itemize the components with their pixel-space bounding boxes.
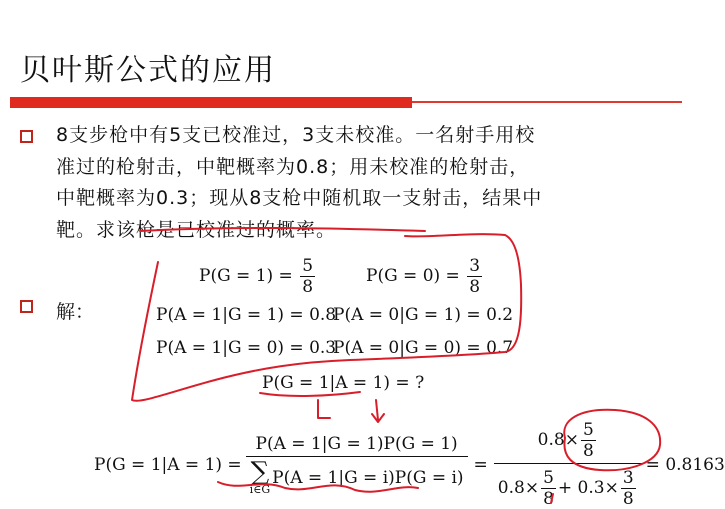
- fraction: [467, 256, 482, 297]
- fraction-denominator: 8: [582, 441, 594, 461]
- sum-index: i∈G: [249, 482, 271, 496]
- formula-prior-g0: [366, 256, 484, 297]
- fraction: [300, 256, 315, 297]
- problem-line: 靶。求该枪是已校准过的概率。: [56, 218, 337, 241]
- formula-likelihood-a1-g1: P(A = 1|G = 1) = 0.8: [156, 305, 337, 325]
- bayes-fraction: [246, 434, 468, 496]
- problem-line: 准过的枪射击，中靶概率为0.8；用未校准的枪射击，: [56, 155, 530, 178]
- coefficient: + 0.3×: [557, 478, 619, 498]
- problem-line: 8支步枪中有5支已校准过，3支未校准。一名射手用校: [56, 124, 536, 146]
- denominator-term: P(A = 1|G = i)P(G = i): [272, 468, 464, 488]
- fraction-denominator: 8: [469, 277, 481, 297]
- formula-likelihood-a1-g0: P(A = 1|G = 0) = 0.3: [156, 338, 337, 358]
- fraction: [581, 420, 596, 461]
- formula-text: P(G = 0) =: [366, 266, 460, 286]
- slide-title: 贝叶斯公式的应用: [20, 53, 276, 88]
- solution-label: 解：: [56, 301, 95, 323]
- numeric-denominator: [494, 463, 642, 509]
- result-value: = 0.8163: [645, 454, 725, 475]
- bayes-denominator: [246, 456, 468, 496]
- fraction-denominator: 8: [622, 489, 634, 509]
- fraction-numerator: 3: [469, 256, 481, 276]
- title-underline-bar: [10, 97, 412, 108]
- sum-symbol: [249, 456, 271, 496]
- equals-sign: =: [473, 454, 488, 475]
- formula-bayes: [94, 420, 725, 509]
- annotation-arrow-g: [372, 400, 384, 422]
- formula-prior-g1: [199, 256, 317, 297]
- formula-text: P(G = 1) =: [199, 266, 293, 286]
- numeric-numerator: [534, 420, 602, 463]
- formula-likelihood-a0-g0: P(A = 0|G = 0) = 0.7: [333, 338, 514, 358]
- annotation-arrow-a: [318, 400, 330, 418]
- fraction-denominator: 8: [302, 277, 314, 297]
- numeric-fraction: [494, 420, 642, 509]
- solution-bullet-icon: [20, 300, 33, 313]
- sigma: ∑: [250, 456, 270, 487]
- bayes-numerator: P(A = 1|G = 1)P(G = 1): [255, 433, 458, 454]
- fraction-numerator: 5: [302, 256, 314, 276]
- fraction-numerator: 5: [543, 468, 554, 488]
- fraction-numerator: 3: [622, 468, 634, 488]
- problem-line: 中靶概率为0.3；现从8支枪中随机取一支射击，结果中: [56, 187, 543, 209]
- formula-text: P(G = 1|A = 1) =: [94, 454, 242, 475]
- fraction-denominator: 8: [543, 489, 554, 509]
- fraction: [541, 468, 556, 509]
- fraction-numerator: 5: [582, 420, 594, 440]
- formula-question: P(G = 1|A = 1) = ?: [262, 373, 425, 393]
- fraction: [621, 468, 636, 509]
- coefficient: 0.8×: [497, 478, 540, 498]
- coefficient: 0.8×: [537, 430, 579, 450]
- title-underline-line: [412, 101, 682, 103]
- formula-likelihood-a0-g1: P(A = 0|G = 1) = 0.2: [333, 305, 514, 325]
- problem-bullet-icon: [20, 130, 33, 143]
- problem-text: [56, 120, 682, 246]
